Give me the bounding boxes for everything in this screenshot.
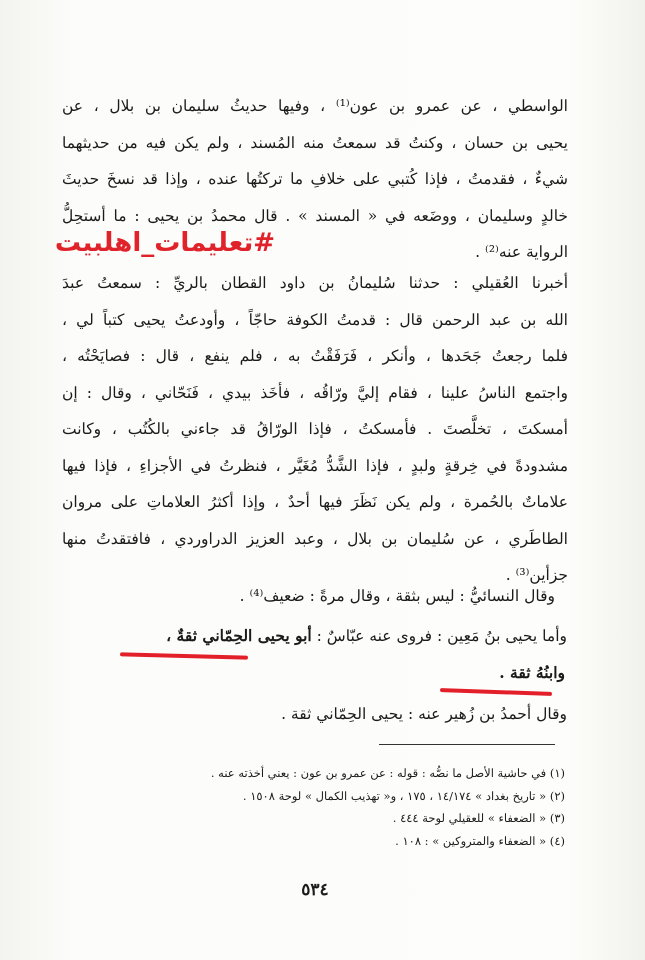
footnote-4: (٤) « الضعفاء والمتروكين » : ١٠٨ .: [395, 833, 565, 848]
paragraph-2: [62, 265, 568, 594]
ibn-maeen-highlight: أبو يحيى الحِمّاني ثقةٌ ،: [166, 626, 312, 645]
wabnuhu-statement: وابنُهُ ثقة .: [499, 663, 565, 682]
ibn-maeen-prefix: وأما يحيى بنُ مَعِين : فروى عنه عبّاسٌ :: [311, 627, 567, 645]
footnote-3: (٣) « الضعفاء » للعقيلي لوحة ٤٤٤ .: [392, 811, 565, 825]
text-line: الرواية عنه⁽²⁾ .: [475, 243, 568, 261]
text-line: مشدودةً في خِرقةٍ ولبدٍ ، فإذا الشَّدُّ مُغَيَّر ، فنظرتُ في الأجزاءِ ، فإذا فيها: [62, 456, 568, 475]
footnote-divider: [379, 744, 555, 745]
text-line: فلما رجعتُ جَحَدها ، وأنكر ، فَرَفَقْتُ به ، فلم ينفع ، قال : فصايَحْتُه ،: [62, 347, 568, 365]
text-line: شيءٌ ، فقدمتُ ، فإذا كُتبي على خلافِ ما تركتُها عنده ، وإذا قد نسخَ حديثَ: [62, 170, 568, 188]
text-line: خالدٍ وسليمان ، ووضَعه في « المسند » . قال محمدُ بن يحيى : ما أستحِلُّ: [62, 206, 568, 225]
footnote-2: (٢) « تاريخ بغداد » ١٤/١٧٤ ، ١٧٥ ، و« تهذيب الكمال » لوحة ١٥٠٨ .: [242, 788, 565, 803]
text-line: واجتمع الناسُ علينا ، فقام إليَّ ورّاقُه ، فأخَذ بيدي ، فَنَحّاني ، وقال : إن: [62, 383, 568, 402]
text-line: أخبرنا العُقيلي : حدثنا سُليمانُ بن داود القطان بالريِّ : سمعتُ عبدَ: [62, 274, 568, 292]
page-number: ٥٣٤: [301, 880, 329, 900]
text-line: جزأين⁽³⁾ .: [505, 566, 568, 584]
ibn-maeen-statement: [166, 618, 567, 654]
text-line: الطاطَري ، عن سُليمان بن بلال ، وعبد العزيز الدراوردي ، فافتقدتُ منها: [62, 529, 568, 548]
text-line: علاماتٌ بالحُمرة ، ولم يكن نَظَرَ فيها أحدٌ ، وإذا أكثرُ العلاماتِ على مروان: [62, 493, 568, 511]
footnote-1: (١) في حاشية الأصل ما نصُّه : قوله : عن عمرو بن عون : يعني أخذته عنه .: [210, 766, 565, 780]
nasai-statement: وقال النسائيُّ : ليس بثقة ، وقال مرةً : ضعيف⁽⁴⁾ .: [239, 587, 555, 605]
text-line: يحيى بن حسان ، وكنتُ قد سمعتُ منه المُسند ، ولم يكن فيه من حديثهما: [62, 133, 568, 152]
ahmad-statement: وقال أحمدُ بن زُهير عنه : يحيى الحِمّاني ثقة .: [281, 705, 567, 723]
footnotes: [211, 762, 565, 852]
watermark-hashtag: #تعليمات_اهلبيت: [54, 228, 275, 258]
text-line: الله بن عبد الرحمن قال : قدمتُ الكوفة حاجّاً ، وأودعتُ يحيى كتباً لي ،: [62, 310, 568, 329]
text-line: الواسطي ، عن عمرو بن عون⁽¹⁾ ، وفيها حديثُ سليمان بن بلال ، عن: [62, 97, 568, 115]
text-line: أمسكتَ ، تخلَّصتَ . فأمسكتُ ، فإذا الورّاقُ قد جاءني بالكُتُب ، وكانت: [62, 420, 568, 438]
